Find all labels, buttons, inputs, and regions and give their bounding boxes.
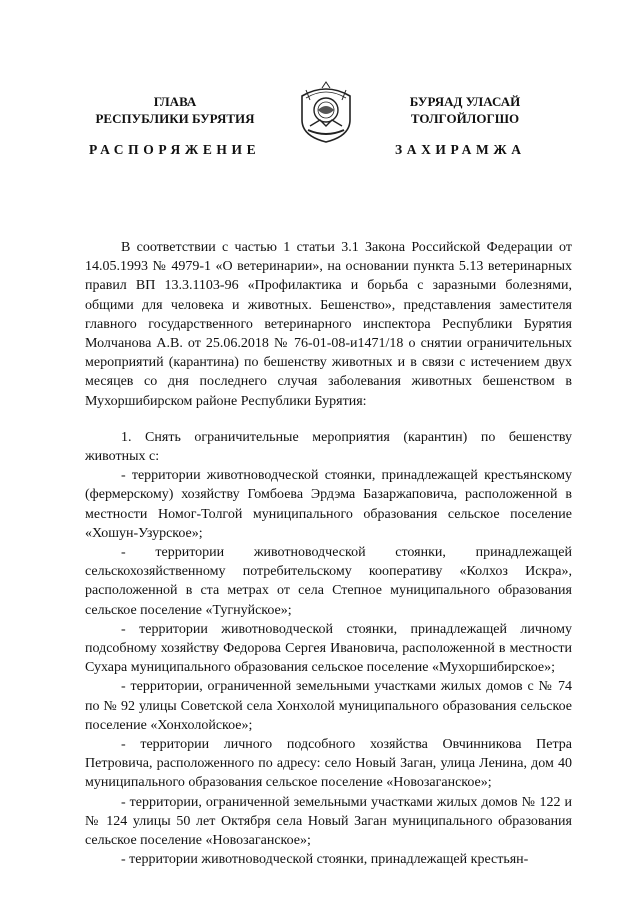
header-left [70, 93, 280, 127]
item-1-intro: 1. Снять ограничительные мероприятия (карантин) по бешенству животных с: [85, 429, 572, 465]
header-right-line2: ТОЛГОЙЛОГШО [410, 111, 520, 126]
territory-item: - территории, ограниченной земельными участками жилых домов № 122 и № 124 улицы 50 лет Октября села Новый Заган муниципального образования сельское поселение «Новозаганское»; [85, 794, 572, 849]
header-right [360, 93, 570, 127]
document-type-bua: ЗАХИРАМЖА [395, 142, 526, 157]
territory-item: - территории животноводческой стоянки, принадлежащей личному подсобному хозяйству Федорова Сергея Ивановича, расположенной в местности Сухара муниципального образования сельское поселение «Мухоршибирское»; [85, 621, 572, 676]
preamble-paragraph: В соответствии с частью 1 статьи 3.1 Закона Российской Федерации от 14.05.1993 № 4979-1 «О ветеринарии», на основании пункта 5.13 ветеринарных правил ВП 13.3.1103-96 «Профилактика и борьба с заразными болезнями, общими для человека и животных. Бешенство», представления заместителя главного государственного ветеринарного инспектора Республики Бурятия Молчанова А.В. от 25.06.2018 № 76-01-08-и1471/18 о снятии ограничительных мероприятий (карантина) по бешенству животных и в связи с истечением двух месяцев со дня последнего случая заболевания животных бешенством в Мухоршибирском районе Республики Бурятия: [85, 240, 572, 409]
territory-item: - территории личного подсобного хозяйства Овчинникова Петра Петровича, расположенного по адресу: село Новый Заган, улица Ленина, дом 40 муниципального образования сельское поселение «Новозаганское»; [85, 737, 572, 791]
document-body [85, 238, 572, 870]
territory-item: - территории животноводческой стоянки, принадлежащей крестьян- [121, 852, 529, 868]
territory-item: - территории животноводческой стоянки, принадлежащей крестьянскому (фермерскому) хозяйству Гомбоева Эрдэма Базаржаповича, расположенной в местности Номог-Толгой муниципального образования сельское поселение «Хошун-Узурское»; [85, 468, 572, 541]
document-type-ru: РАСПОРЯЖЕНИЕ [89, 142, 261, 157]
republic-buryatia-emblem-icon [296, 80, 356, 144]
territory-item: - территории животноводческой стоянки, принадлежащей сельскохозяйственному потребительскому кооперативу «Колхоз Искра», расположенной в ста метрах от села Степное муниципального образования сельское поселение «Тугнуйское»; [85, 545, 572, 618]
header-left-line2: РЕСПУБЛИКИ БУРЯТИЯ [95, 111, 255, 126]
header-right-line1: БУРЯАД УЛАСАЙ [409, 94, 521, 109]
header-left-line1: ГЛАВА [153, 94, 197, 109]
territory-item: - территории, ограниченной земельными участками жилых домов с № 74 по № 92 улицы Советской села Хонхолой муниципального образования сельское поселение «Хонхолойское»; [85, 679, 572, 733]
